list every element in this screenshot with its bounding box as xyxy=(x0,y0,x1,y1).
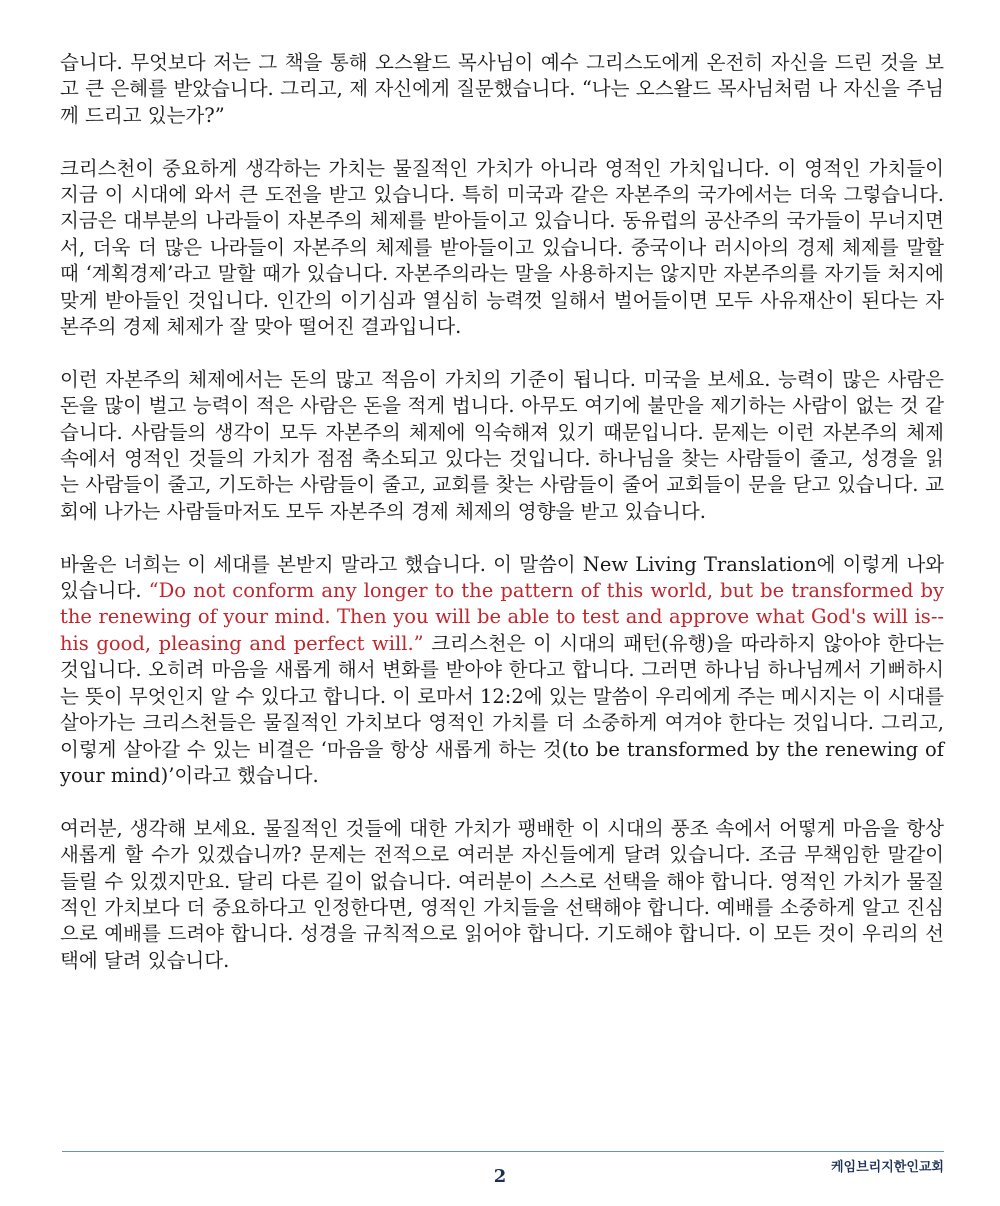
paragraph-2: 크리스천이 중요하게 생각하는 가치는 물질적인 가치가 아니라 영적인 가치입니다. 이 영적인 가치들이 지금 이 시대에 와서 큰 도전을 받고 있습니다. 특히 미국과 같은 자본주의 국가에서는 더욱 그렇습니다. 지금은 대부분의 나라들이 자본주의 체제를 받아들이고 있습니다. 동유럽의 공산주의 국가들이 무너지면서, 더욱 더 많은 나라들이 자본주의 체제를 받아들이고 있습니다. 중국이나 러시아의 경제 체제를 말할 때 ‘계획경제’라고 말할 때가 있습니다. 자본주의라는 말을 사용하지는 않지만 자본주의를 자기들 처지에 맞게 받아들인 것입니다. 인간의 이기심과 열심히 능력껏 일해서 벌어들이면 모두 사유재산이 된다는 자본주의 경제 체제가 잘 맞아 떨어진 결과입니다. xyxy=(60,156,944,339)
paragraph-4 xyxy=(60,552,944,790)
footer-divider xyxy=(62,1151,944,1152)
paragraph-1: 습니다. 무엇보다 저는 그 책을 통해 오스왈드 목사님이 예수 그리스도에게 온전히 자신을 드린 것을 보고 큰 은혜를 받았습니다. 그리고, 제 자신에게 질문했습니다. “나는 오스왈드 목사님처럼 나 자신을 주님께 드리고 있는가?” xyxy=(60,51,944,127)
paragraph-3: 이런 자본주의 체제에서는 돈의 많고 적음이 가치의 기준이 됩니다. 미국을 보세요. 능력이 많은 사람은 돈을 많이 벌고 능력이 적은 사람은 돈을 적게 법니다. 아무도 여기에 불만을 제기하는 사람이 없는 것 같습니다. 사람들의 생각이 모두 자본주의 체제에 익숙해져 있기 때문입니다. 문제는 이런 자본주의 체제 속에서 영적인 것들의 가치가 점점 축소되고 있다는 것입니다. 하나님을 찾는 사람들이 줄고, 성경을 읽는 사람들이 줄고, 기도하는 사람들이 줄고, 교회를 찾는 사람들이 줄어 교회들이 문을 닫고 있습니다. 교회에 나가는 사람들마저도 모두 자본주의 경제 체제의 영향을 받고 있습니다. xyxy=(60,367,944,523)
church-name: 케임브리지한인교회 xyxy=(830,1160,944,1175)
page-number: 2 xyxy=(493,1166,507,1187)
paragraph-4-body: 크리스천은 이 시대의 패턴(유행)을 따라하지 않아야 한다는 것입니다. 오히려 마음을 새롭게 해서 변화를 받아야 한다고 합니다. 그러면 하나님 하나님께서 기뻐하시는 뜻이 무엇인지 알 수 있다고 합니다. 이 로마서 12:2에 있는 말씀이 우리에게 주는 메시지는 이 시대를 살아가는 크리스천들은 물질적인 가치보다 영적인 가치를 더 소중하게 여겨야 한다는 것입니다. 그리고, 이렇게 살아갈 수 있는 비결은 ‘마음을 항상 새롭게 하는 것(to be transformed by the renewing of your mind)’이라고 했습니다. xyxy=(60,631,944,787)
paragraph-4-intro: 바울은 너희는 이 세대를 본받지 말라고 했습니다. 이 말씀이 New Living Translation에 이렇게 나와 있습니다. xyxy=(60,552,944,603)
scripture-quote: “Do not conform any longer to the pattern of this world, but be transformed by the renewing of your mind. Then you will be able to test and approve what God's will is--his good, pleasing and perfect will.” xyxy=(60,579,944,655)
paragraph-5: 여러분, 생각해 보세요. 물질적인 것들에 대한 가치가 팽배한 이 시대의 풍조 속에서 어떻게 마음을 항상 새롭게 할 수가 있겠습니까? 문제는 전적으로 여러분 자신들에게 달려 있습니다. 조금 무책임한 말같이 들릴 수 있겠지만요. 달리 다른 길이 없습니다. 여러분이 스스로 선택을 해야 합니다. 영적인 가치가 물질적인 가치보다 더 중요하다고 인정한다면, 영적인 가치들을 선택해야 합니다. 예배를 소중하게 알고 진심으로 예배를 드려야 합니다. 성경을 규칙적으로 읽어야 합니다. 기도해야 합니다. 이 모든 것이 우리의 선택에 달려 있습니다. xyxy=(60,816,944,972)
document-body xyxy=(60,50,944,1001)
